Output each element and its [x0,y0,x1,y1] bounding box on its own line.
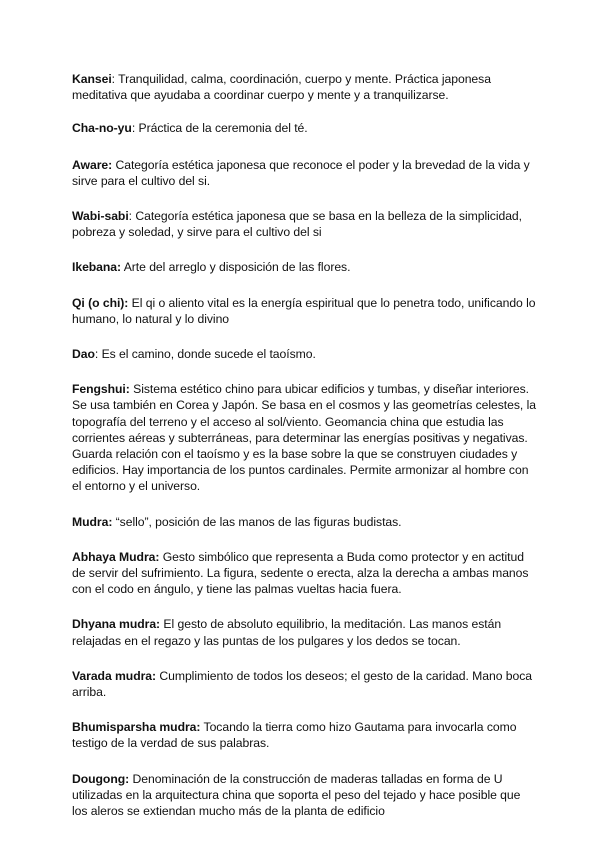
entry-definition: El qi o aliento vital es la energía espiritual que lo penetra todo, unificando lo humano, lo natural y lo divino [72,295,536,326]
entry-definition: El gesto de absoluto equilibrio, la meditación. Las manos están relajadas en el regazo y las puntas de los pulgares y los dedos se tocan. [72,617,502,648]
glossary-entry [72,381,536,494]
entry-definition: Sistema estético chino para ubicar edificios y tumbas, y diseñar interiores. Se usa también en Corea y Japón. Se basa en el cosmos y las geometrías celestes, la topografía del terreno y el acceso al sol/viento. Geomancia china que estudia las corrientes aéreas y subterráneas, para determinar las energías positivas y negativas. Guarda relación con el taoísmo y es la base sobre la que se construyen ciudades y edificios. Hay importancia de los puntos cardinales. Permite armonizar al hombre con el entorno y el universo. [72,382,536,494]
entry-separator: : [111,72,119,86]
entry-term: Mudra: [72,514,113,529]
glossary-entry [72,771,536,820]
entry-definition: Arte del arreglo y disposición de las flores. [123,260,351,275]
entry-term: Fengshui: [72,382,130,397]
entry-definition: Categoría estética japonesa que reconoce el poder y la brevedad de la vida y sirve para el cultivo del si. [72,157,530,188]
glossary-entry [72,259,536,275]
glossary-entry [72,71,536,103]
glossary-entry [72,514,536,530]
entry-definition: Denominación de la construcción de maderas talladas en forma de U utilizadas en la arquitectura china que soporta el peso del tejado y hace posible que los aleros se extiendan mucho más de la planta de edificio [72,771,521,819]
entry-term: Kansei [72,72,112,86]
entry-term: Varada mudra: [72,668,157,683]
entry-term: Wabi-sabi [72,209,129,224]
entry-definition: Tocando la tierra como hizo Gautama para invocarla como testigo de la verdad de sus palabras. [72,720,517,751]
entry-term: Ikebana: [72,260,122,275]
glossary-entry [72,295,536,327]
glossary-entry [72,616,536,648]
entry-separator: : [131,121,139,136]
entry-definition: Es el camino, donde sucede el taoísmo. [101,347,316,362]
entry-definition: Tranquilidad, calma, coordinación, cuerpo y mente. Práctica japonesa meditativa que ayudaba a coordinar cuerpo y mente y a tranquilizarse. [72,72,491,103]
entry-term: Abhaya Mudra: [72,549,160,564]
glossary-entry [72,120,536,136]
glossary-entry [72,208,536,240]
entry-term: Cha-no-yu [72,121,132,136]
entry-definition: Cumplimiento de todos los deseos; el gesto de la caridad. Mano boca arriba. [72,668,533,700]
entry-term: Dougong: [72,771,130,786]
entry-separator: : [94,347,102,362]
glossary-entry [72,668,536,700]
entry-definition: Práctica de la ceremonia del té. [138,121,308,136]
glossary-entry [72,157,536,189]
entry-term: Dhyana mudra: [72,617,161,632]
entry-definition: “sello”, posición de las manos de las figuras budistas. [115,514,402,529]
glossary-entry [72,719,536,751]
entry-definition: Gesto simbólico que representa a Buda como protector y en actitud de servir del sufrimiento. La figura, sedente o erecta, alza la derecha a ambas manos con el codo en ángulo, y tiene las palmas vueltas hacia fuera. [72,549,529,597]
entry-separator: : [128,209,136,224]
entry-term: Qi (o chi): [72,295,129,310]
glossary-entry [72,346,536,362]
entry-term: Bhumisparsha mudra: [72,720,201,735]
glossary-entry [72,549,536,598]
entry-definition: Categoría estética japonesa que se basa en la belleza de la simplicidad, pobreza y soledad, y sirve para el cultivo del si [72,209,522,240]
entry-term: Dao [72,347,95,362]
entry-term: Aware: [72,157,113,172]
